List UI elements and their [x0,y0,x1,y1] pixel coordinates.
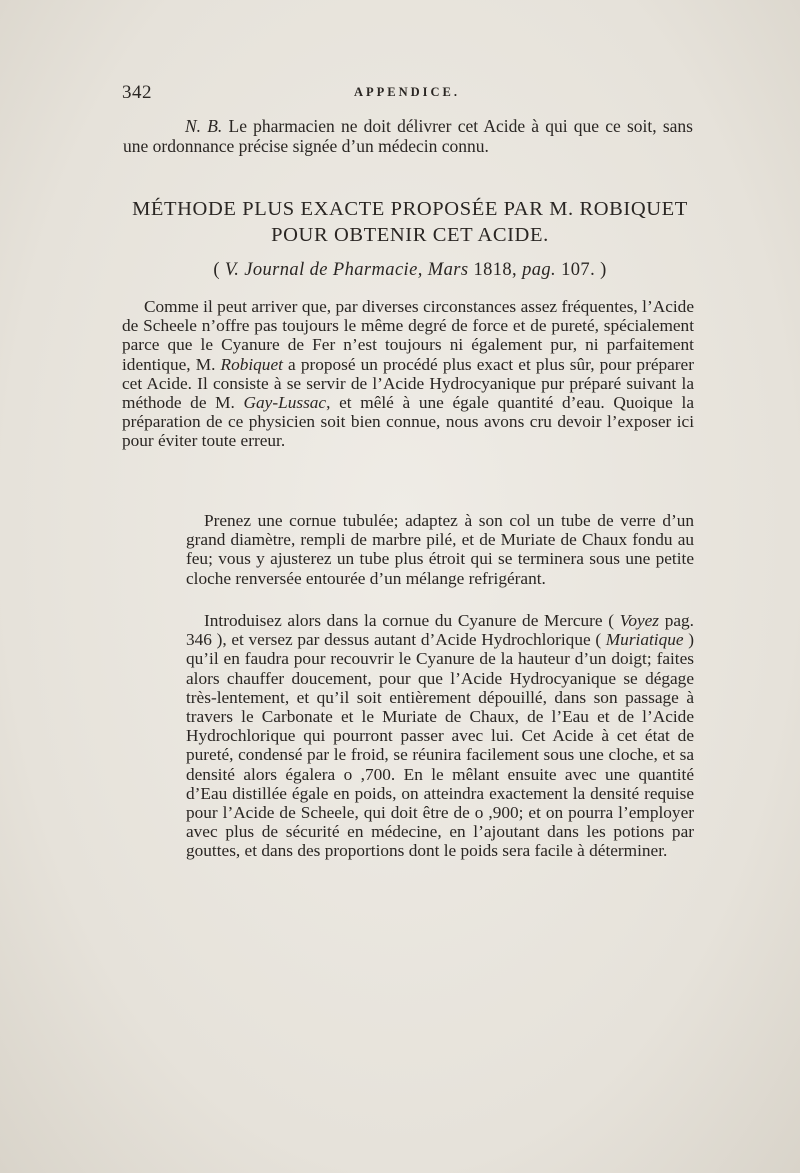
nota-bene-text: Le pharmacien ne doit délivrer cet Acide à qui que ce soit, sans une ordonnance précise signée d’un médecin connu. [123,116,693,156]
reference-pag: pag. [522,260,557,280]
section-title-line-1: MÉTHODE PLUS EXACTE PROPOSÉE PAR M. ROBIQUET [132,198,688,220]
reference-open: ( [213,260,225,280]
page-number: 342 [122,82,152,103]
word-muriatique: Muriatique [605,630,684,650]
section-title [110,196,710,248]
paragraph-procedure-part-3: ) qu’il en faudra pour recouvrir le Cyanure de la hauteur d’un doigt; faites alors chauffer doucement, pour que l’Acide Hydrocyanique se dégage très-lentement, et qu’il soit entièrement dépouillé, dans son passage à travers le Carbonate et le Muriate de Chaux, de l’Eau et de l’Acide Hydrochlorique qui pourront passer avec lui. Cet Acide à cet état de pureté, condensé par le froid, se réunira facilement sous une cloche, et sa densité alors égalera o ,700. En le mêlant ensuite avec une quantité d’Eau distillée égale en poids, on atteindra exactement la densité requise pour l’Acide de Scheele, qui doit être de o ,900; et on pourra l’employer avec plus de sécurité en médecine, en l’ajoutant dans les potions par gouttes, et dans des proportions dont le poids sera facile à déterminer. [186,630,694,861]
word-voyez: Voyez [619,611,660,630]
paragraph-intro-part-1: Comme il peut arriver que, par diverses circonstances assez fréquentes, l’Acide de Scheele n’offre pas toujours le même degré de force et de pureté, spécialement parce que le Cyanure de Fer n’est toujours ni également pur, ni parfaitement identique, M. [122,297,694,374]
paragraph-apparatus: Prenez une cornue tubulée; adaptez à son col un tube de verre d’un grand diamètre, rempli de marbre pilé, et de Muriate de Chaux fondu au feu; vous y ajusterez un tube plus étroit qui se terminera sous une petite cloche renversée entourée d’un mélange refrigérant. [186,511,694,588]
reference-journal: V. Journal de Pharmacie, Mars [224,260,469,280]
paragraph-intro-part-3: , et mêlé à une égale quantité d’eau. Quoique la préparation de ce physicien soit bien connue, nous avons cru devoir l’exposer ici pour éviter toute erreur. [122,393,695,451]
nota-bene-note [123,116,693,156]
paragraph-procedure-part-2: pag. 346 ), et versez par dessus autant d’Acide Hydrochlorique ( [186,611,694,650]
name-robiquet: Robiquet [220,354,283,374]
reference-year: 1818, [468,260,523,280]
nota-bene-label: N. B. [185,116,223,136]
paragraph-intro [122,297,694,451]
paragraph-intro-part-2: a proposé un procédé plus exact et plus sûr, pour préparer cet Acide. Il consiste à se servir de l’Acide Hydrocyanique pur préparé suivant la méthode de M. [122,354,694,413]
paragraph-procedure [186,611,694,861]
paragraph-procedure-part-1: Introduisez alors dans la cornue du Cyanure de Mercure ( [204,611,620,630]
name-gay-lussac: Gay-Lussac [243,393,327,413]
source-reference [110,260,710,281]
section-title-line-2: POUR OBTENIR CET ACIDE. [271,224,549,246]
reference-close: 107. ) [556,260,607,280]
running-head: APPENDICE. [353,85,461,99]
page-header [122,82,692,104]
